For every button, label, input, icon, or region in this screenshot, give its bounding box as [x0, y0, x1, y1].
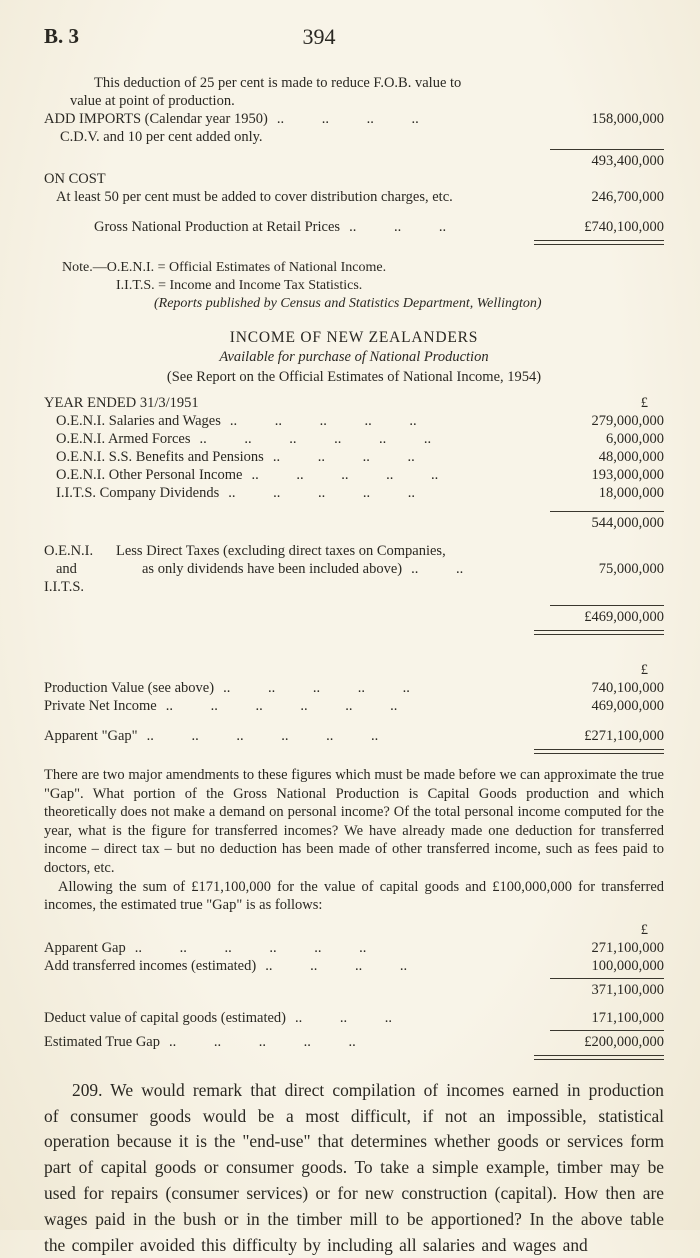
subtotal-amount: 493,400,000 — [591, 153, 664, 169]
leader-dots: .. .. .. .. .. .. — [199, 431, 432, 447]
double-rule — [44, 749, 664, 754]
less-direct-taxes-block — [44, 542, 664, 596]
section-title: INCOME OF NEW ZEALANDERS — [229, 329, 479, 346]
table-row-currency — [44, 661, 664, 679]
left-line: O.E.N.I. — [44, 543, 94, 559]
row-amount: 246,700,000 — [591, 189, 664, 205]
table-row — [44, 412, 664, 430]
leader-dots: .. .. .. .. .. — [169, 1033, 356, 1050]
note-line-2: I.I.T.S. = Income and Income Tax Statistics. — [116, 278, 363, 293]
row-label: C.D.V. and 10 per cent added only. — [60, 129, 263, 145]
table-row-cdv-note — [44, 128, 664, 146]
body-paragraph-209: 209. We would remark that direct compilation of incomes earned in production of consumer goods would be a most difficult, if not an impossible, statistical operation because it is the "end-use" that determines whether goods or services form part of capital goods or consumer goods. To take a simple example, timber may be used for repairs (consumer services) or for new construction (capital). How then are wages paid in the bush or in the timber mill to be apportioned? In the above table the compiler avoided this difficulty by including all salaries and wages and — [44, 1079, 664, 1255]
row-label: At least 50 per cent must be added to cover distribution charges, etc. — [56, 189, 453, 205]
row-amount: 18,000,000 — [598, 485, 664, 501]
leader-dots: .. .. .. — [294, 1009, 392, 1026]
table-row-total — [44, 608, 664, 626]
row-label: ADD IMPORTS (Calendar year 1950) — [44, 111, 268, 127]
single-rule — [44, 149, 664, 150]
table-row-gross-production — [44, 218, 664, 236]
row-amount: 740,100,000 — [591, 680, 664, 696]
leader-dots: .. .. .. .. — [272, 449, 415, 465]
row-label: Estimated True Gap — [44, 1033, 160, 1050]
left-line: and — [56, 561, 77, 577]
single-rule — [44, 605, 664, 606]
row-label: Production Value (see above) — [44, 680, 215, 696]
page-number: 394 — [302, 24, 336, 49]
intro-line-1: This deduction of 25 per cent is made to reduce F.O.B. value to — [94, 75, 462, 91]
table-row-true-gap — [44, 1033, 664, 1051]
note-line-1: Note.—O.E.N.I. = Official Estimates of National Income. — [62, 260, 387, 275]
table-row — [44, 679, 664, 697]
table-row — [44, 697, 664, 715]
row-amount: 75,000,000 — [598, 561, 664, 577]
table-row — [44, 466, 664, 484]
row-amount: 193,000,000 — [591, 467, 664, 483]
row-amount: 158,000,000 — [591, 111, 664, 127]
row-label: Gross National Production at Retail Prices — [94, 219, 341, 235]
less-taxes-left-column — [44, 542, 116, 596]
row-label: Private Net Income — [44, 698, 157, 714]
intro-line-2: value at point of production. — [70, 93, 235, 109]
less-taxes-line-1: Less Direct Taxes (excluding direct taxes on Companies, — [116, 543, 446, 559]
note-block — [44, 259, 664, 313]
doc-ref: B. 3 — [44, 24, 80, 48]
row-label: Apparent "Gap" — [44, 728, 138, 744]
table-row-on-cost-detail — [44, 188, 664, 206]
row-amount: 271,100,000 — [591, 939, 664, 956]
currency-symbol: £ — [640, 662, 648, 678]
row-label: I.I.T.S. Company Dividends — [56, 485, 220, 501]
row-amount: 469,000,000 — [591, 698, 664, 714]
analysis-paragraph-2: Allowing the sum of £171,100,000 for the value of capital goods and £100,000,000 for transferred incomes, the estimated true "Gap" is as follows: — [44, 878, 664, 914]
leader-dots: .. .. .. .. — [265, 957, 408, 974]
leader-dots: .. .. — [411, 561, 464, 577]
leader-dots: .. .. .. .. .. — [251, 467, 439, 483]
table-row-on-cost — [44, 170, 664, 188]
row-amount: 100,000,000 — [591, 957, 664, 974]
row-amount: £740,100,000 — [584, 219, 664, 235]
leader-dots: .. .. .. .. .. .. — [134, 939, 367, 956]
single-rule — [44, 1030, 664, 1031]
table-row-subtotal — [44, 981, 664, 999]
row-label: Add transferred incomes (estimated) — [44, 957, 257, 974]
leader-dots: .. .. .. .. — [276, 111, 419, 127]
page-header — [44, 24, 664, 50]
note-line-3: (Reports published by Census and Statistics Department, Wellington) — [154, 296, 542, 311]
row-amount: 171,100,000 — [591, 1009, 664, 1026]
leader-dots: .. .. .. .. .. .. — [146, 728, 379, 744]
table-row-subtotal — [44, 152, 664, 170]
leader-dots: .. .. .. .. .. — [223, 680, 410, 696]
row-label: O.E.N.I. S.S. Benefits and Pensions — [56, 449, 264, 465]
leader-dots: .. .. .. — [349, 219, 447, 235]
table-row-subtotal — [44, 514, 664, 532]
leader-dots: .. .. .. .. .. — [228, 485, 415, 501]
leader-dots: .. .. .. .. .. — [229, 413, 417, 429]
row-amount: £200,000,000 — [584, 1033, 664, 1050]
section-subtitle: Available for purchase of National Production — [219, 349, 489, 365]
double-rule — [44, 240, 664, 245]
single-rule — [44, 511, 664, 512]
table-row — [44, 430, 664, 448]
table-row-year — [44, 394, 664, 412]
currency-symbol: £ — [640, 921, 648, 938]
table-row-apparent-gap — [44, 727, 664, 745]
table-row — [44, 448, 664, 466]
row-amount: £271,100,000 — [584, 728, 664, 744]
less-taxes-text — [116, 542, 664, 596]
analysis-paragraph-1: There are two major amendments to these figures which must be made before we can approximate the true "Gap". What portion of the Gross National Production is Capital Goods production and which theoretically does not make a demand on personal income? Of the total personal income computed for the year, what is the figure for transferred incomes? We have already made one deduction for transferred income – direct tax – but no deduction has been made of other transferred income, such as fees paid to doctors, etc. — [44, 767, 664, 876]
row-label: O.E.N.I. Armed Forces — [56, 431, 191, 447]
table-row-deduct — [44, 1009, 664, 1027]
row-label: as only dividends have been included above) — [142, 561, 403, 577]
total-amount: £469,000,000 — [584, 609, 664, 625]
double-rule — [44, 1055, 664, 1060]
table-row-add-imports — [44, 110, 664, 128]
table-row — [44, 484, 664, 502]
row-amount: 48,000,000 — [598, 449, 664, 465]
year-label: YEAR ENDED 31/3/1951 — [44, 395, 199, 411]
row-label: O.E.N.I. Salaries and Wages — [56, 413, 221, 429]
row-label: O.E.N.I. Other Personal Income — [56, 467, 243, 483]
left-line: I.I.T.S. — [44, 579, 85, 595]
subtotal-amount: 371,100,000 — [591, 981, 664, 998]
less-taxes-line-2 — [116, 560, 664, 578]
row-label: Deduct value of capital goods (estimated) — [44, 1009, 286, 1026]
row-amount: 279,000,000 — [591, 413, 664, 429]
table-row-currency — [44, 921, 664, 939]
row-amount: 6,000,000 — [606, 431, 664, 447]
single-rule — [44, 978, 664, 979]
table-row — [44, 939, 664, 957]
table-row — [44, 957, 664, 975]
currency-symbol: £ — [640, 395, 648, 411]
section-report-ref: (See Report on the Official Estimates of National Income, 1954) — [166, 369, 542, 385]
row-label: Apparent Gap — [44, 939, 126, 956]
subtotal-amount: 544,000,000 — [591, 515, 664, 531]
leader-dots: .. .. .. .. .. .. — [165, 698, 398, 714]
row-label: ON COST — [44, 171, 106, 187]
